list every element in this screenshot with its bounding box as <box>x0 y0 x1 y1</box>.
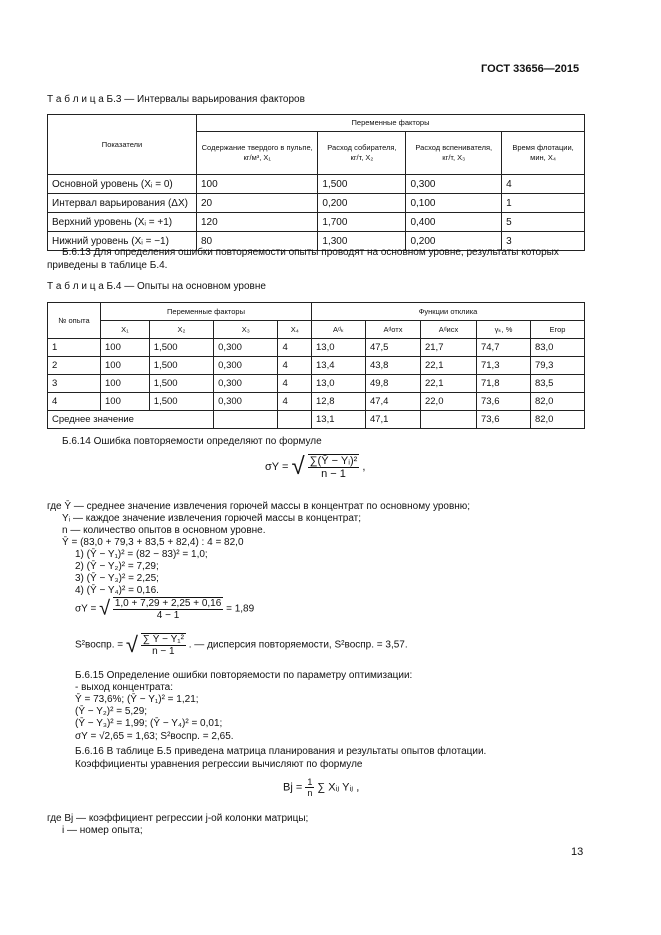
cell: 4 <box>48 393 101 411</box>
formula-numerator: ∑(Ȳ − Yᵢ)² <box>309 455 358 467</box>
where-i: i — номер опыта; <box>62 825 143 836</box>
cell: 0,200 <box>318 194 406 213</box>
formula-numerator: ∑ Ȳ − Y₁² <box>142 634 184 645</box>
formula-numerator: 1 <box>307 777 313 787</box>
cell: 100 <box>101 339 150 357</box>
cell: 71,8 <box>476 375 530 393</box>
formula-denominator: n − 1 <box>321 468 346 480</box>
cell: 83,0 <box>530 339 584 357</box>
cell: 13,1 <box>312 411 366 429</box>
cell: 0,300 <box>214 357 278 375</box>
table-b3-subheader: Расход вспенивателя, кг/т, X₃ <box>406 132 502 175</box>
table-row <box>48 175 585 194</box>
cell: 47,5 <box>365 339 420 357</box>
paragraph-b613-line2: приведены в таблице Б.4. <box>47 260 168 271</box>
cell: 1,700 <box>318 213 406 232</box>
table-b3-variables-header: Переменные факторы <box>197 115 585 132</box>
cell: 0,300 <box>214 375 278 393</box>
cell: 4 <box>502 175 585 194</box>
where-bj: где Bj — коэффициент регрессии j-ой колонки матрицы; <box>47 813 309 824</box>
table-b3-caption: Т а б л и ц а Б.3 — Интервалы варьирования факторов <box>47 94 305 105</box>
row-label: Интервал варьирования (ΔX) <box>48 194 197 213</box>
formula-tail: , <box>362 460 366 473</box>
cell: 83,5 <box>530 375 584 393</box>
cell: 1,500 <box>318 175 406 194</box>
mean-label: Среднее значение <box>48 411 214 429</box>
cell <box>278 411 312 429</box>
cell: 0,200 <box>406 232 502 251</box>
cell: 43,8 <box>365 357 420 375</box>
cell: 0,300 <box>214 339 278 357</box>
table-row <box>48 339 585 357</box>
table-b4-subheader: γₖ, % <box>476 321 530 339</box>
table-b4-subheader: Eгор <box>530 321 584 339</box>
table-row <box>48 194 585 213</box>
cell: 74,7 <box>476 339 530 357</box>
table-b3 <box>47 114 585 251</box>
paragraph-b616: Б.6.16 В таблице Б.5 приведена матрица планирования и результаты опытов флотации. <box>75 746 487 757</box>
formula-tail: . — дисперсия повторяемости, S²воспр. = 3,57. <box>188 639 408 651</box>
formula-numerator: 1,0 + 7,29 + 2,25 + 0,16 <box>114 598 222 609</box>
cell: 73,6 <box>476 411 530 429</box>
cell: 49,8 <box>365 375 420 393</box>
cell: 3 <box>48 375 101 393</box>
table-b4-variables-header: Переменные факторы <box>101 303 312 321</box>
cell: 0,300 <box>214 393 278 411</box>
document-code: ГОСТ 33656—2015 <box>481 63 580 75</box>
formula-value: = 1,89 <box>226 603 255 615</box>
formula-lhs: σY = <box>75 603 97 615</box>
calc-step-4: 4) (Ȳ − Y₄)² = 0,16. <box>75 585 159 596</box>
cell: 4 <box>278 393 312 411</box>
cell: 100 <box>101 357 150 375</box>
table-b4-subheader: Aᵈₖ <box>312 321 366 339</box>
cell: 13,4 <box>312 357 366 375</box>
cell: 2 <box>48 357 101 375</box>
b615-line-e: σY = √2,65 = 1,63; S²воспр. = 2,65. <box>75 731 234 742</box>
cell: 22,0 <box>420 393 476 411</box>
cell: 5 <box>502 213 585 232</box>
table-b4-subheader: Aᵈотх <box>365 321 420 339</box>
cell: 1,500 <box>149 339 213 357</box>
cell: 71,3 <box>476 357 530 375</box>
cell: 47,4 <box>365 393 420 411</box>
table-b3-subheader: Содержание твердого в пульпе, кг/м³, X₁ <box>197 132 318 175</box>
table-b4-subheader: X₂ <box>149 321 213 339</box>
cell: 82,0 <box>530 411 584 429</box>
formula-sigma: σY = √ $\frac{\text{∑(Ȳ − Yᵢ)²}}{n - 1}$ , <box>265 453 366 480</box>
table-b4-caption: Т а б л и ц а Б.4 — Опыты на основном уровне <box>47 281 266 292</box>
calc-step-3: 3) (Ȳ − Y₃)² = 2,25; <box>75 573 159 584</box>
cell: 0,100 <box>406 194 502 213</box>
table-b4-subheader: X₄ <box>278 321 312 339</box>
cell: 13,0 <box>312 339 366 357</box>
cell: 0,400 <box>406 213 502 232</box>
cell: 100 <box>101 393 150 411</box>
cell: 21,7 <box>420 339 476 357</box>
b615-line-b: Ȳ = 73,6%; (Ȳ − Y₁)² = 1,21; <box>75 694 199 705</box>
cell: 0,300 <box>406 175 502 194</box>
where-yi: Yᵢ — каждое значение извлечения горючей массы в концентрат; <box>62 513 362 524</box>
calc-mean: Ȳ = (83,0 + 79,3 + 83,5 + 82,4) : 4 = 82,0 <box>62 537 244 548</box>
cell: 47,1 <box>365 411 420 429</box>
cell: 22,1 <box>420 357 476 375</box>
table-b4-subheader: X₁ <box>101 321 150 339</box>
table-b4-no-header: № опыта <box>48 303 101 339</box>
formula-lhs: σY = <box>265 460 289 473</box>
cell <box>214 411 278 429</box>
table-b3-subheader: Расход собирателя, кг/т, X₂ <box>318 132 406 175</box>
table-b4-subheader: X₃ <box>214 321 278 339</box>
row-label: Основной уровень (Xᵢ = 0) <box>48 175 197 194</box>
calc-step-1: 1) (Ȳ − Y₁)² = (82 − 83)² = 1,0; <box>75 549 208 560</box>
formula-lhs: S²воспр. = <box>75 639 124 651</box>
cell: 22,1 <box>420 375 476 393</box>
cell: 73,6 <box>476 393 530 411</box>
formula-rhs: ∑ Xᵢⱼ Yᵢⱼ , <box>317 781 360 794</box>
row-label: Нижний уровень (Xᵢ = −1) <box>48 232 197 251</box>
cell: 100 <box>101 375 150 393</box>
formula-bj <box>283 777 359 798</box>
cell: 1,500 <box>149 375 213 393</box>
cell: 13,0 <box>312 375 366 393</box>
formula-denominator: n − 1 <box>152 646 175 657</box>
formula-lhs: Bj = <box>283 781 303 794</box>
cell: 1 <box>48 339 101 357</box>
cell: 4 <box>278 357 312 375</box>
b615-line-c: (Ȳ − Y₂)² = 5,29; <box>75 706 148 717</box>
cell: 1,500 <box>149 393 213 411</box>
cell: 12,8 <box>312 393 366 411</box>
table-row <box>48 357 585 375</box>
paragraph-b616-2: Коэффициенты уравнения регрессии вычисляют по формуле <box>75 759 363 770</box>
paragraph-b615: Б.6.15 Определение ошибки повторяемости по параметру оптимизации: <box>75 670 413 681</box>
cell: 82,0 <box>530 393 584 411</box>
table-b4-response-header: Функции отклика <box>312 303 585 321</box>
page-number: 13 <box>571 846 584 858</box>
table-row-mean <box>48 411 585 429</box>
table-b3-subheader: Время флотации, мин, X₄ <box>502 132 585 175</box>
table-b3-indicators-header: Показатели <box>48 115 197 175</box>
formula-denominator: n <box>307 788 313 798</box>
formula-sigma-calc: σY = √ $\frac{1,0 + 7,29 + 2,25 + 0,16}{4 - 1}$ = 1,89 <box>75 597 255 621</box>
cell: 79,3 <box>530 357 584 375</box>
cell: 3 <box>502 232 585 251</box>
table-b4 <box>47 302 585 429</box>
formula-s2: S²воспр. = √ $\frac{\text{∑ Ȳ − Y₁²}}{n - 1}$ . — дисперсия повторяемости, S²воспр. = 3,57. <box>75 632 408 657</box>
calc-step-2: 2) (Ȳ − Y₂)² = 7,29; <box>75 561 159 572</box>
b615-line-d: (Ȳ − Y₃)² = 1,99; (Ȳ − Y₄)² = 0,01; <box>75 718 223 729</box>
cell: 120 <box>197 213 318 232</box>
cell: 1 <box>502 194 585 213</box>
cell: 4 <box>278 375 312 393</box>
where-n: n — количество опытов в основном уровне. <box>62 525 266 536</box>
cell: 80 <box>197 232 318 251</box>
cell: 1,500 <box>149 357 213 375</box>
cell: 20 <box>197 194 318 213</box>
table-row <box>48 375 585 393</box>
cell: 1,300 <box>318 232 406 251</box>
row-label: Верхний уровень (Xᵢ = +1) <box>48 213 197 232</box>
table-row <box>48 393 585 411</box>
paragraph-b613-line1: Б.6.13 Для определения ошибки повторяемости опыты проводят на основном уровне, результаты которых <box>62 247 559 258</box>
b615-line-a: - выход концентрата: <box>75 682 174 693</box>
table-row <box>48 213 585 232</box>
table-b4-subheader: Aᵈисх <box>420 321 476 339</box>
cell <box>420 411 476 429</box>
where-ybar: где Ȳ — среднее значение извлечения горючей массы в концентрат по основному уровню; <box>47 501 471 512</box>
paragraph-b614: Б.6.14 Ошибка повторяемости определяют по формуле <box>62 436 322 447</box>
cell: 100 <box>197 175 318 194</box>
formula-denominator: 4 − 1 <box>156 610 180 621</box>
cell: 4 <box>278 339 312 357</box>
